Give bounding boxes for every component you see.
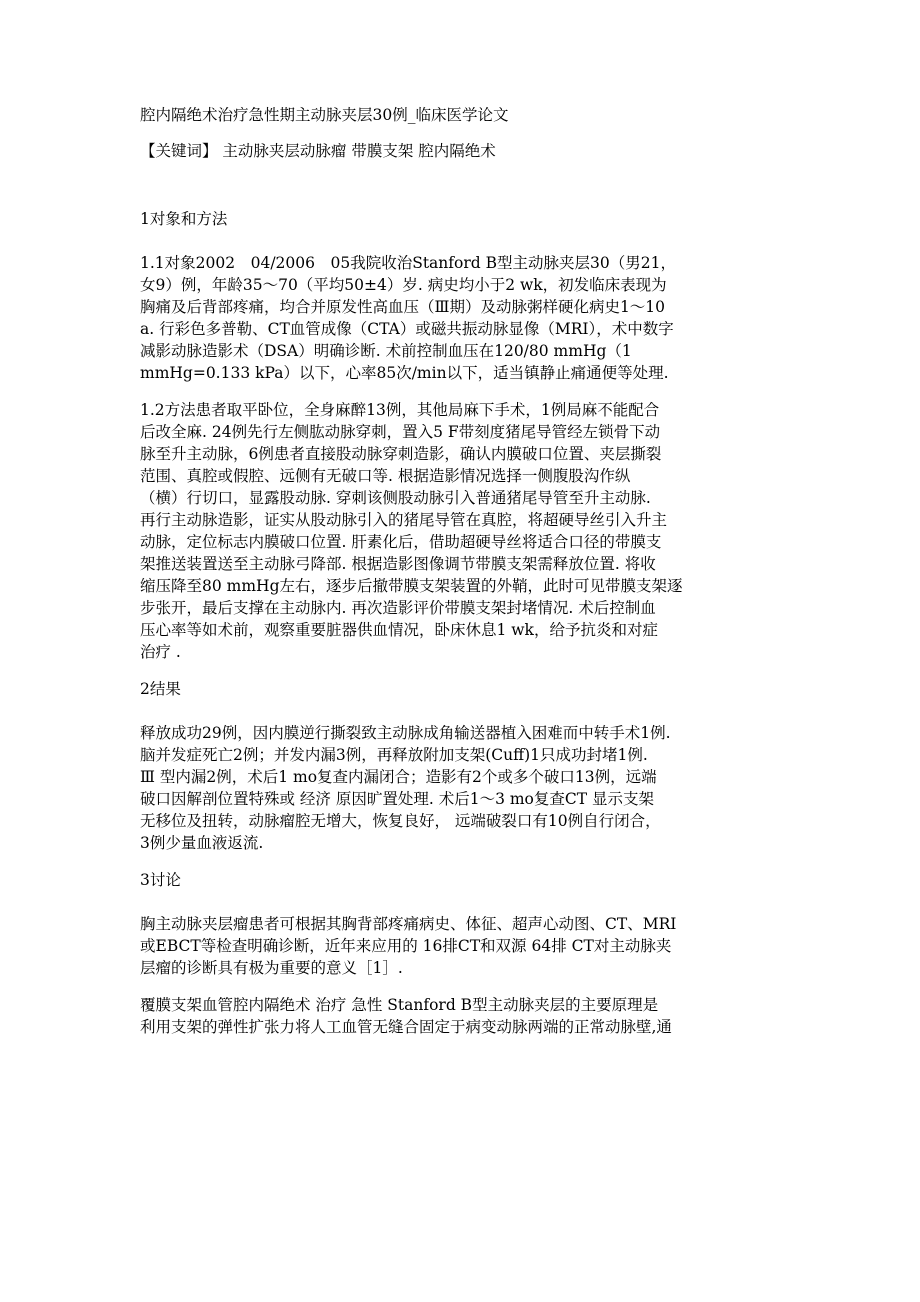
text-line: Ⅲ 型内漏2例，术后1 mo复查内漏闭合；造影有2个或多个破口13例，远端 (140, 768, 657, 786)
paragraph-discussion-2 (140, 994, 800, 1038)
paragraph-subjects (140, 252, 800, 384)
document-page (140, 104, 800, 1053)
text-line: 无移位及扭转，动脉瘤腔无增大，恢复良好， 远端破裂口有10例自行闭合， (140, 812, 661, 830)
text-line: 1.1对象2002 04/2006 05我院收治Stanford B型主动脉夹层30（男21， (140, 254, 676, 272)
text-line: 释放成功29例，因内膜逆行撕裂致主动脉成角输送器植入困难而中转手术1例. (140, 724, 671, 742)
text-line: 范围、真腔或假腔、远侧有无破口等. 根据造影情况选择一侧腹股沟作纵 (140, 467, 631, 485)
text-line: mmHg=0.133 kPa）以下，心率85次/min以下，适当镇静止痛通便等处理. (140, 364, 669, 382)
section-discussion (140, 869, 800, 1038)
paragraph-methods (140, 399, 800, 663)
section-heading: 3讨论 (140, 871, 181, 889)
text-line: 步张开，最后支撑在主动脉内. 再次造影评价带膜支架封堵情况. 术后控制血 (140, 599, 656, 617)
text-line: 3例少量血液返流. (140, 834, 264, 852)
text-line: 利用支架的弹性扩张力将人工血管无缝合固定于病变动脉两端的正常动脉壁,通 (140, 1018, 672, 1036)
text-line: 减影动脉造影术（DSA）明确诊断. 术前控制血压在120/80 mmHg（1 (140, 342, 632, 360)
text-line: 再行主动脉造影，证实从股动脉引入的猪尾导管在真腔，将超硬导丝引入升主 (140, 511, 668, 529)
text-line: 覆膜支架血管腔内隔绝术 治疗 急性 Stanford B型主动脉夹层的主要原理是 (140, 996, 659, 1014)
text-line: 女9）例，年龄35～70（平均50±4）岁. 病史均小于2 wk，初发临床表现为 (140, 276, 667, 294)
text-line: 缩压降至80 mmHg左右，逐步后撤带膜支架装置的外鞘，此时可见带膜支架逐 (140, 577, 683, 595)
text-line: （横）行切口，显露股动脉. 穿刺该侧股动脉引入普通猪尾导管至升主动脉. (140, 489, 651, 507)
text-line: 破口因解剖位置特殊或 经济 原因旷置处理. 术后1～3 mo复查CT 显示支架 (140, 790, 655, 808)
document-title: 腔内隔绝术治疗急性期主动脉夹层30例_临床医学论文 (140, 106, 509, 124)
text-line: 脉至升主动脉，6例患者直接股动脉穿刺造影，确认内膜破口位置、夹层撕裂 (140, 445, 662, 463)
text-line: 胸痛及后背部疼痛，均合并原发性高血压（Ⅲ期）及动脉粥样硬化病史1～10 (140, 298, 666, 316)
text-line: a. 行彩色多普勒、CT血管成像（CTA）或磁共振动脉显像（MRI），术中数字 (140, 320, 674, 338)
text-line: 治疗 . (140, 643, 181, 661)
text-line: 脑并发症死亡2例；并发内漏3例，再释放附加支架(Cuff)1只成功封堵1例. (140, 746, 648, 764)
text-line: 压心率等如术前，观察重要脏器供血情况，卧床休息1 wk，给予抗炎和对症 (140, 621, 658, 639)
section-heading: 2结果 (140, 680, 181, 698)
text-line: 后改全麻. 24例先行左侧肱动脉穿刺，置入5 F带刻度猪尾导管经左锁骨下动 (140, 423, 661, 441)
paragraph-results (140, 722, 800, 854)
text-line: 1.2方法患者取平卧位，全身麻醉13例，其他局麻下手术，1例局麻不能配合 (140, 401, 660, 419)
section-methods (140, 208, 800, 663)
text-line: 动脉，定位标志内膜破口位置. 肝素化后，借助超硬导丝将适合口径的带膜支 (140, 533, 662, 551)
text-line: 层瘤的诊断具有极为重要的意义［1］. (140, 959, 403, 977)
keywords-line: 【关键词】 主动脉夹层动脉瘤 带膜支架 腔内隔绝术 (140, 142, 496, 160)
text-line: 或EBCT等检查明确诊断，近年来应用的 16排CT和双源 64排 CT对主动脉夹 (140, 937, 672, 955)
text-line: 胸主动脉夹层瘤患者可根据其胸背部疼痛病史、体征、超声心动图、CT、MRI (140, 915, 677, 933)
text-line: 架推送装置送至主动脉弓降部. 根据造影图像调节带膜支架需释放位置. 将收 (140, 555, 656, 573)
section-heading: 1对象和方法 (140, 210, 228, 228)
paragraph-discussion-1 (140, 913, 800, 979)
section-results (140, 678, 800, 854)
